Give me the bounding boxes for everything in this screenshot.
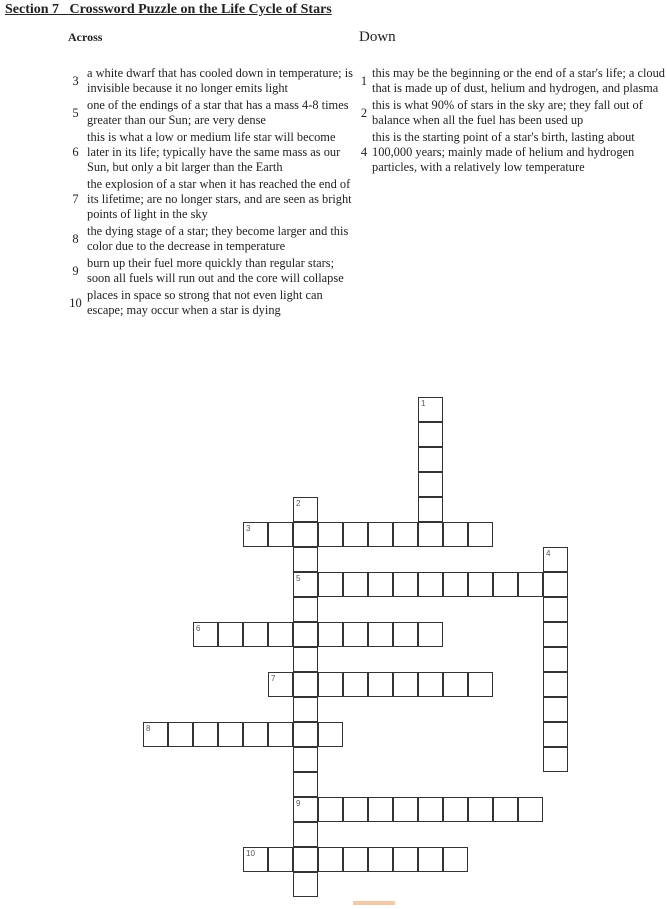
grid-cell[interactable] — [368, 572, 393, 597]
clue-text: this is what 90% of stars in the sky are; they fall out of balance when all the fuel has been used up — [372, 98, 643, 127]
grid-cell[interactable] — [368, 522, 393, 547]
cell-number: 1 — [421, 399, 426, 408]
grid-cell[interactable] — [393, 672, 418, 697]
grid-cell[interactable] — [393, 797, 418, 822]
grid-cell[interactable] — [418, 447, 443, 472]
grid-cell[interactable] — [218, 722, 243, 747]
grid-cell[interactable] — [293, 847, 318, 872]
clue-text: places in space so strong that not even light can escape; may occur when a star is dying — [87, 288, 323, 317]
grid-cell[interactable] — [468, 572, 493, 597]
grid-cell[interactable] — [318, 622, 343, 647]
grid-cell[interactable] — [318, 797, 343, 822]
grid-cell[interactable] — [268, 522, 293, 547]
grid-cell[interactable] — [268, 672, 293, 697]
cell-number: 2 — [296, 499, 301, 508]
grid-cell[interactable] — [543, 597, 568, 622]
grid-cell[interactable] — [368, 797, 393, 822]
grid-cell[interactable] — [143, 722, 168, 747]
grid-cell[interactable] — [293, 722, 318, 747]
grid-cell[interactable] — [543, 672, 568, 697]
grid-cell[interactable] — [343, 797, 368, 822]
grid-cell[interactable] — [518, 572, 543, 597]
cell-number: 6 — [196, 624, 201, 633]
grid-cell[interactable] — [318, 722, 343, 747]
cell-number: 8 — [146, 724, 151, 733]
grid-cell[interactable] — [318, 522, 343, 547]
grid-cell[interactable] — [418, 522, 443, 547]
clue-text: this is what a low or medium life star will become later in its life; typically have the same mass as our Sun, but only a bit larger than the Earth — [87, 130, 341, 174]
grid-cell[interactable] — [343, 672, 368, 697]
grid-cell[interactable] — [418, 572, 443, 597]
clue-text: this is the starting point of a star's birth, lasting about 100,000 years; mainly made of helium and hydrogen particles, with a relatively low temperature — [372, 130, 635, 174]
grid-cell[interactable] — [493, 572, 518, 597]
clue-text: the dying stage of a star; they become larger and this color due to the decrease in temperature — [87, 224, 349, 253]
across-clue — [64, 66, 354, 96]
grid-cell[interactable] — [293, 647, 318, 672]
grid-cell[interactable] — [343, 847, 368, 872]
cell-number: 5 — [296, 574, 301, 583]
down-clue — [356, 66, 666, 96]
grid-cell[interactable] — [543, 622, 568, 647]
grid-cell[interactable] — [418, 672, 443, 697]
across-clue — [64, 256, 354, 286]
grid-cell[interactable] — [268, 622, 293, 647]
grid-cell[interactable] — [293, 697, 318, 722]
clue-number: 10 — [69, 295, 82, 310]
grid-cell[interactable] — [218, 622, 243, 647]
grid-cell[interactable] — [293, 747, 318, 772]
page-title: Section 7 Crossword Puzzle on the Life Cycle of Stars — [5, 2, 332, 17]
cell-number: 3 — [246, 524, 251, 533]
grid-cell[interactable] — [418, 497, 443, 522]
grid-cell[interactable] — [293, 622, 318, 647]
down-clue — [356, 130, 666, 175]
grid-cell[interactable] — [543, 747, 568, 772]
grid-cell[interactable] — [318, 672, 343, 697]
grid-cell[interactable] — [293, 872, 318, 897]
clue-number: 2 — [360, 105, 368, 120]
across-clues — [64, 66, 354, 320]
cell-number: 9 — [296, 799, 301, 808]
grid-cell[interactable] — [443, 797, 468, 822]
grid-cell[interactable] — [543, 722, 568, 747]
across-clue — [64, 130, 354, 175]
grid-cell[interactable] — [418, 397, 443, 422]
across-clue — [64, 288, 354, 318]
grid-cell[interactable] — [343, 522, 368, 547]
grid-cell[interactable] — [318, 572, 343, 597]
down-heading: Down — [359, 29, 396, 45]
grid-cell[interactable] — [543, 647, 568, 672]
grid-cell[interactable] — [368, 672, 393, 697]
across-heading: Across — [68, 30, 103, 44]
grid-cell[interactable] — [518, 797, 543, 822]
grid-cell[interactable] — [393, 847, 418, 872]
grid-cell[interactable] — [293, 547, 318, 572]
grid-cell[interactable] — [243, 722, 268, 747]
grid-cell[interactable] — [418, 847, 443, 872]
across-clue — [64, 98, 354, 128]
grid-cell[interactable] — [393, 522, 418, 547]
grid-cell[interactable] — [543, 572, 568, 597]
grid-cell[interactable] — [343, 572, 368, 597]
clue-text: one of the endings of a star that has a mass 4-8 times greater than our Sun; are very dense — [87, 98, 349, 127]
clue-number: 3 — [72, 73, 79, 88]
clue-text: burn up their fuel more quickly than regular stars; soon all fuels will run out and the core will collapse — [87, 256, 344, 285]
down-clue — [356, 98, 666, 128]
grid-cell[interactable] — [193, 722, 218, 747]
cell-number: 4 — [546, 549, 551, 558]
grid-cell[interactable] — [543, 697, 568, 722]
page-marker — [353, 901, 395, 905]
grid-cell[interactable] — [293, 497, 318, 522]
grid-cell[interactable] — [168, 722, 193, 747]
grid-cell[interactable] — [368, 847, 393, 872]
grid-cell[interactable] — [268, 847, 293, 872]
down-clues — [356, 66, 666, 177]
grid-cell[interactable] — [468, 522, 493, 547]
grid-cell[interactable] — [418, 622, 443, 647]
grid-cell[interactable] — [443, 572, 468, 597]
clue-number: 1 — [360, 73, 368, 88]
across-clue — [64, 177, 354, 222]
grid-cell[interactable] — [418, 472, 443, 497]
grid-cell[interactable] — [468, 797, 493, 822]
grid-cell[interactable] — [243, 847, 268, 872]
clue-number: 8 — [72, 231, 79, 246]
grid-cell[interactable] — [343, 622, 368, 647]
grid-cell[interactable] — [368, 622, 393, 647]
clue-number: 9 — [72, 263, 79, 278]
across-clue — [64, 224, 354, 254]
grid-cell[interactable] — [493, 797, 518, 822]
grid-cell[interactable] — [393, 572, 418, 597]
grid-cell[interactable] — [468, 672, 493, 697]
grid-cell[interactable] — [268, 722, 293, 747]
grid-cell[interactable] — [193, 622, 218, 647]
grid-cell[interactable] — [293, 572, 318, 597]
grid-cell[interactable] — [543, 547, 568, 572]
grid-cell[interactable] — [293, 822, 318, 847]
cell-number: 10 — [246, 849, 255, 858]
clue-text: this may be the beginning or the end of a star's life; a cloud that is made up of dust, helium and hydrogen, and plasma — [372, 66, 665, 95]
cell-number: 7 — [271, 674, 276, 683]
grid-cell[interactable] — [393, 622, 418, 647]
grid-cell[interactable] — [443, 847, 468, 872]
grid-cell[interactable] — [318, 847, 343, 872]
clue-text: the explosion of a star when it has reached the end of its lifetime; are no longer stars, and are seen as bright points of light in the sky — [87, 177, 352, 221]
grid-cell[interactable] — [418, 797, 443, 822]
clue-number: 6 — [72, 145, 79, 159]
grid-cell[interactable] — [293, 672, 318, 697]
grid-cell[interactable] — [243, 522, 268, 547]
clue-number: 7 — [72, 192, 79, 206]
grid-cell[interactable] — [418, 422, 443, 447]
clue-text: a white dwarf that has cooled down in temperature; is invisible because it no longer emits light — [87, 66, 353, 95]
grid-cell[interactable] — [243, 622, 268, 647]
clue-number: 4 — [360, 145, 368, 159]
grid-cell[interactable] — [443, 672, 468, 697]
grid-cell[interactable] — [443, 522, 468, 547]
clue-number: 5 — [72, 105, 79, 120]
grid-cell[interactable] — [293, 597, 318, 622]
grid-cell[interactable] — [293, 797, 318, 822]
grid-cell[interactable] — [293, 772, 318, 797]
grid-cell[interactable] — [293, 522, 318, 547]
